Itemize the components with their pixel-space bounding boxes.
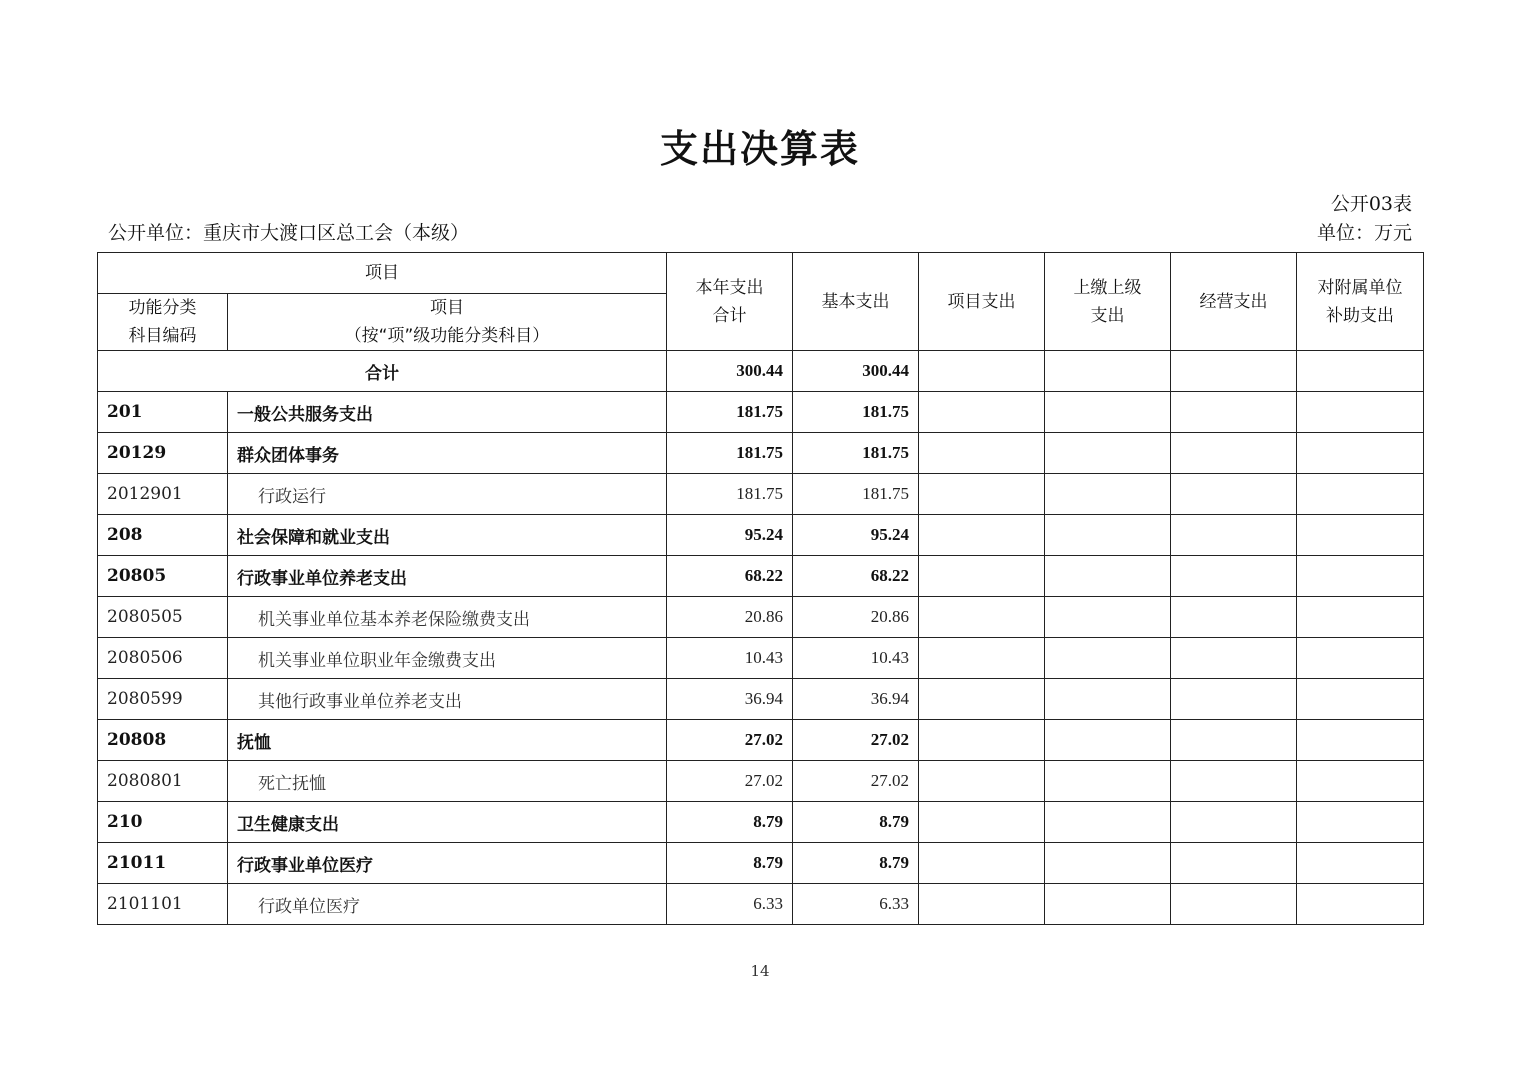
row-subsidy-cell bbox=[1297, 884, 1424, 925]
row-total-cell: 20.86 bbox=[667, 597, 793, 638]
header-business: 经营支出 bbox=[1171, 253, 1297, 351]
row-business-cell bbox=[1171, 802, 1297, 843]
row-basic-cell: 27.02 bbox=[793, 720, 919, 761]
total-cell-subsidy bbox=[1297, 351, 1424, 392]
row-upper-cell bbox=[1045, 884, 1171, 925]
row-total-cell: 8.79 bbox=[667, 802, 793, 843]
table-row bbox=[98, 474, 1424, 515]
row-project-cell bbox=[919, 474, 1045, 515]
row-subsidy-cell bbox=[1297, 843, 1424, 884]
row-business-cell bbox=[1171, 392, 1297, 433]
row-basic-cell: 8.79 bbox=[793, 843, 919, 884]
row-subsidy-cell bbox=[1297, 556, 1424, 597]
row-name: 卫生健康支出 bbox=[228, 802, 667, 843]
header-code: 功能分类 科目编码 bbox=[98, 294, 228, 351]
row-name: 群众团体事务 bbox=[228, 433, 667, 474]
total-cell-basic: 300.44 bbox=[793, 351, 919, 392]
row-upper-cell bbox=[1045, 638, 1171, 679]
row-name: 行政事业单位医疗 bbox=[228, 843, 667, 884]
row-business-cell bbox=[1171, 843, 1297, 884]
row-total-cell: 27.02 bbox=[667, 720, 793, 761]
table-row bbox=[98, 638, 1424, 679]
row-name: 抚恤 bbox=[228, 720, 667, 761]
row-project-cell bbox=[919, 392, 1045, 433]
row-project-cell bbox=[919, 884, 1045, 925]
row-name: 机关事业单位基本养老保险缴费支出 bbox=[228, 597, 667, 638]
total-cell-project bbox=[919, 351, 1045, 392]
table-row bbox=[98, 843, 1424, 884]
row-project-cell bbox=[919, 515, 1045, 556]
row-code: 2012901 bbox=[98, 474, 228, 515]
row-name: 行政事业单位养老支出 bbox=[228, 556, 667, 597]
page-number: 14 bbox=[750, 962, 770, 980]
row-subsidy-cell bbox=[1297, 515, 1424, 556]
header-basic: 基本支出 bbox=[793, 253, 919, 351]
row-name: 一般公共服务支出 bbox=[228, 392, 667, 433]
table-row bbox=[98, 392, 1424, 433]
row-basic-cell: 181.75 bbox=[793, 392, 919, 433]
table-row bbox=[98, 433, 1424, 474]
row-code: 2080506 bbox=[98, 638, 228, 679]
row-project-cell bbox=[919, 802, 1045, 843]
row-business-cell bbox=[1171, 884, 1297, 925]
row-business-cell bbox=[1171, 638, 1297, 679]
row-basic-cell: 181.75 bbox=[793, 433, 919, 474]
header-project-group: 项目 bbox=[98, 253, 667, 294]
row-code: 2080505 bbox=[98, 597, 228, 638]
row-code: 2080801 bbox=[98, 761, 228, 802]
total-cell-business bbox=[1171, 351, 1297, 392]
row-basic-cell: 20.86 bbox=[793, 597, 919, 638]
row-upper-cell bbox=[1045, 515, 1171, 556]
row-code: 21011 bbox=[98, 843, 228, 884]
row-upper-cell bbox=[1045, 597, 1171, 638]
row-project-cell bbox=[919, 597, 1045, 638]
row-upper-cell bbox=[1045, 843, 1171, 884]
table-row bbox=[98, 761, 1424, 802]
row-code: 20129 bbox=[98, 433, 228, 474]
expenditure-table bbox=[97, 252, 1424, 925]
row-total-cell: 36.94 bbox=[667, 679, 793, 720]
row-business-cell bbox=[1171, 597, 1297, 638]
row-project-cell bbox=[919, 720, 1045, 761]
row-name: 行政运行 bbox=[228, 474, 667, 515]
total-label: 合计 bbox=[98, 351, 667, 392]
row-subsidy-cell bbox=[1297, 802, 1424, 843]
row-subsidy-cell bbox=[1297, 720, 1424, 761]
row-basic-cell: 181.75 bbox=[793, 474, 919, 515]
row-subsidy-cell bbox=[1297, 433, 1424, 474]
header-upper: 上缴上级 支出 bbox=[1045, 253, 1171, 351]
row-subsidy-cell bbox=[1297, 761, 1424, 802]
row-subsidy-cell bbox=[1297, 474, 1424, 515]
row-upper-cell bbox=[1045, 474, 1171, 515]
row-basic-cell: 68.22 bbox=[793, 556, 919, 597]
row-code: 20808 bbox=[98, 720, 228, 761]
row-total-cell: 10.43 bbox=[667, 638, 793, 679]
table-row bbox=[98, 556, 1424, 597]
table-row bbox=[98, 720, 1424, 761]
row-basic-cell: 27.02 bbox=[793, 761, 919, 802]
table-row bbox=[98, 679, 1424, 720]
header-total: 本年支出 合计 bbox=[667, 253, 793, 351]
row-project-cell bbox=[919, 556, 1045, 597]
row-total-cell: 27.02 bbox=[667, 761, 793, 802]
row-total-cell: 181.75 bbox=[667, 392, 793, 433]
row-code: 210 bbox=[98, 802, 228, 843]
row-basic-cell: 95.24 bbox=[793, 515, 919, 556]
row-business-cell bbox=[1171, 515, 1297, 556]
row-name: 社会保障和就业支出 bbox=[228, 515, 667, 556]
row-code: 2080599 bbox=[98, 679, 228, 720]
table-number: 公开03表 bbox=[1330, 193, 1412, 215]
row-project-cell bbox=[919, 679, 1045, 720]
table-row bbox=[98, 597, 1424, 638]
row-upper-cell bbox=[1045, 392, 1171, 433]
money-unit: 单位：万元 bbox=[1316, 222, 1412, 244]
row-upper-cell bbox=[1045, 761, 1171, 802]
row-subsidy-cell bbox=[1297, 679, 1424, 720]
row-project-cell bbox=[919, 638, 1045, 679]
row-name: 其他行政事业单位养老支出 bbox=[228, 679, 667, 720]
row-total-cell: 95.24 bbox=[667, 515, 793, 556]
row-code: 20805 bbox=[98, 556, 228, 597]
row-subsidy-cell bbox=[1297, 597, 1424, 638]
table-row bbox=[98, 884, 1424, 925]
row-upper-cell bbox=[1045, 433, 1171, 474]
total-row bbox=[98, 351, 1424, 392]
row-business-cell bbox=[1171, 433, 1297, 474]
row-total-cell: 8.79 bbox=[667, 843, 793, 884]
reporting-unit: 公开单位：重庆市大渡口区总工会（本级） bbox=[108, 222, 470, 244]
row-project-cell bbox=[919, 433, 1045, 474]
table-row bbox=[98, 515, 1424, 556]
row-basic-cell: 6.33 bbox=[793, 884, 919, 925]
row-project-cell bbox=[919, 761, 1045, 802]
page-title: 支出决算表 bbox=[659, 127, 860, 171]
row-upper-cell bbox=[1045, 802, 1171, 843]
row-code: 2101101 bbox=[98, 884, 228, 925]
total-cell-upper bbox=[1045, 351, 1171, 392]
row-upper-cell bbox=[1045, 679, 1171, 720]
row-basic-cell: 36.94 bbox=[793, 679, 919, 720]
row-code: 208 bbox=[98, 515, 228, 556]
row-name: 死亡抚恤 bbox=[228, 761, 667, 802]
row-business-cell bbox=[1171, 720, 1297, 761]
row-total-cell: 6.33 bbox=[667, 884, 793, 925]
row-basic-cell: 10.43 bbox=[793, 638, 919, 679]
row-name: 机关事业单位职业年金缴费支出 bbox=[228, 638, 667, 679]
row-upper-cell bbox=[1045, 556, 1171, 597]
total-cell-total: 300.44 bbox=[667, 351, 793, 392]
header-project: 项目支出 bbox=[919, 253, 1045, 351]
table-row bbox=[98, 802, 1424, 843]
header-subsidy: 对附属单位 补助支出 bbox=[1297, 253, 1424, 351]
row-upper-cell bbox=[1045, 720, 1171, 761]
row-total-cell: 68.22 bbox=[667, 556, 793, 597]
row-business-cell bbox=[1171, 761, 1297, 802]
row-subsidy-cell bbox=[1297, 638, 1424, 679]
row-total-cell: 181.75 bbox=[667, 474, 793, 515]
row-business-cell bbox=[1171, 474, 1297, 515]
row-name: 行政单位医疗 bbox=[228, 884, 667, 925]
row-subsidy-cell bbox=[1297, 392, 1424, 433]
row-basic-cell: 8.79 bbox=[793, 802, 919, 843]
row-code: 201 bbox=[98, 392, 228, 433]
row-business-cell bbox=[1171, 556, 1297, 597]
row-business-cell bbox=[1171, 679, 1297, 720]
row-total-cell: 181.75 bbox=[667, 433, 793, 474]
header-name: 项目 （按“项”级功能分类科目） bbox=[228, 294, 667, 351]
row-project-cell bbox=[919, 843, 1045, 884]
